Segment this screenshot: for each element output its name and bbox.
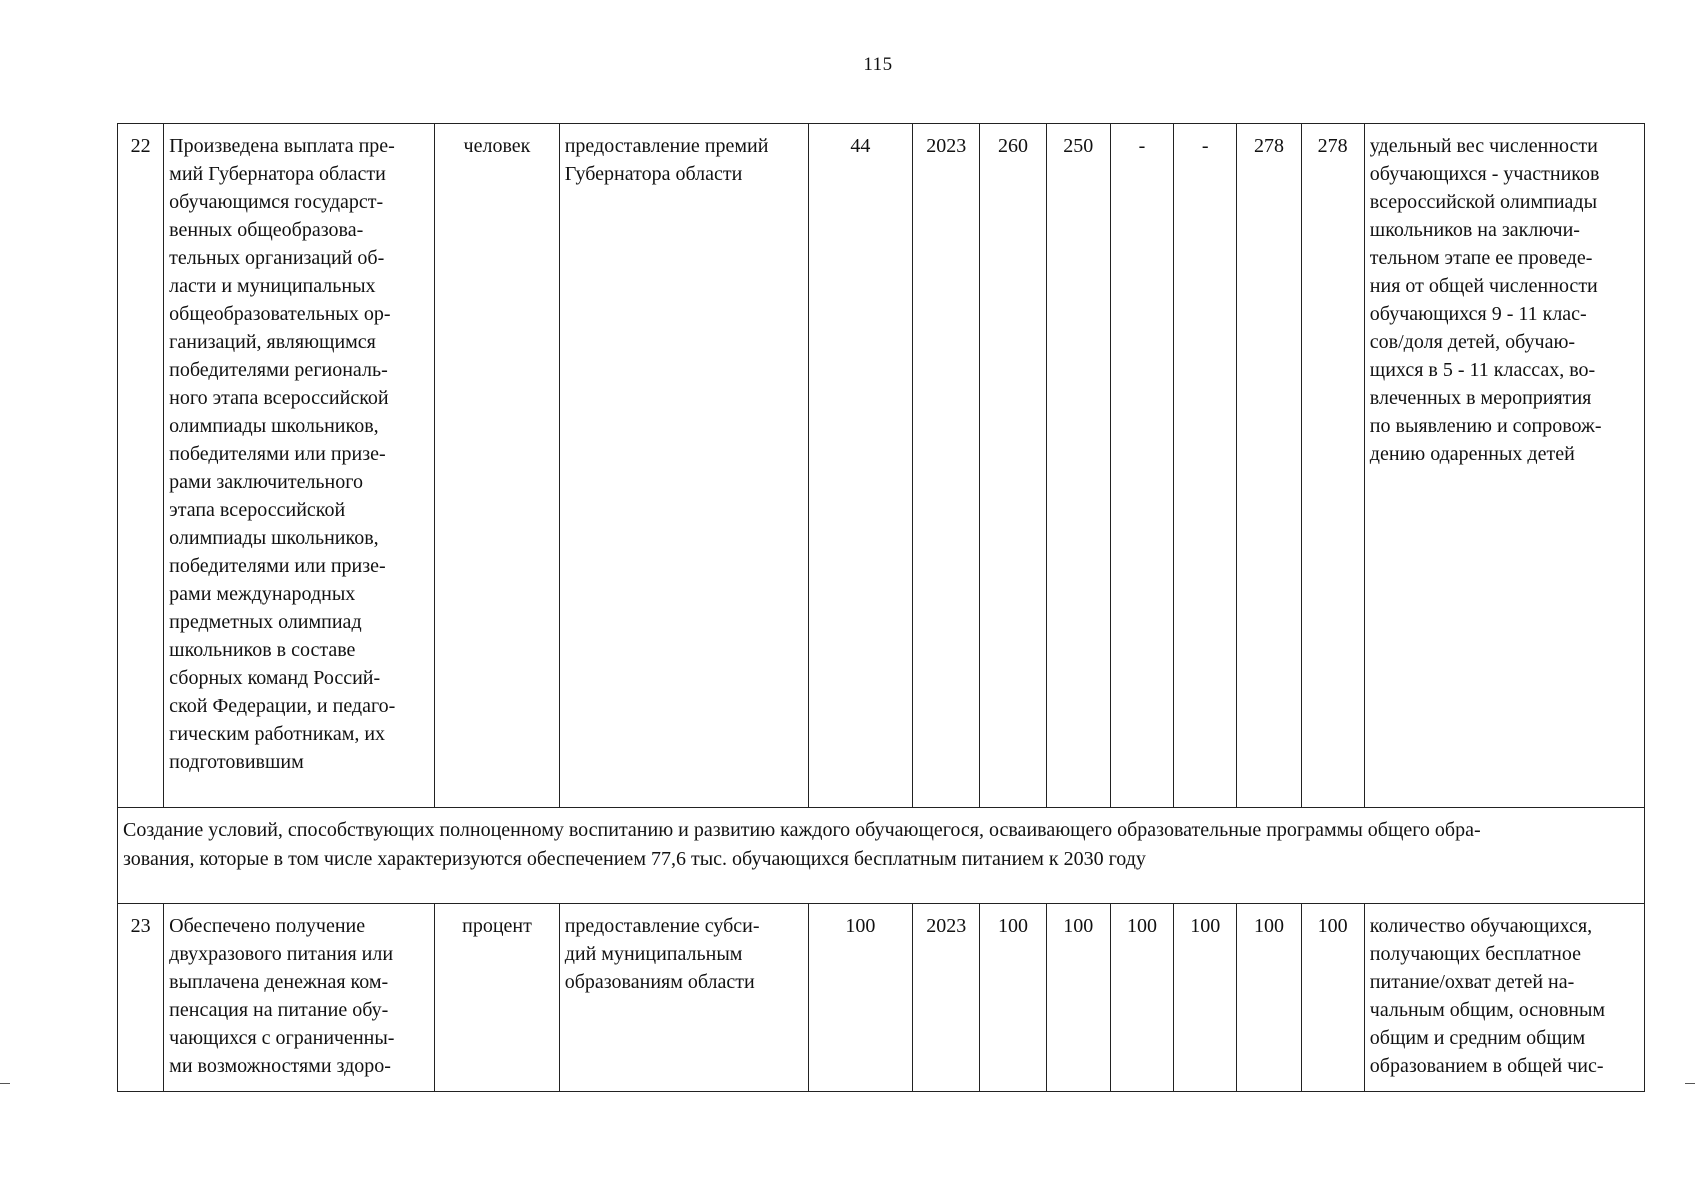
indicator-description: количество обучающихся, получающих бесплатное питание/охват детей на- чальным общим, основным общим и средним общим образованием в общей чис- xyxy=(1364,904,1644,1092)
value-year-3: - xyxy=(1110,124,1173,808)
table-row xyxy=(118,904,1645,1092)
mechanism-description: предоставление субси- дий муниципальным образованиям области xyxy=(559,904,808,1092)
result-description: Обеспечено получение двухразового питания или выплачена денежная ком- пенсация на питание обу- чающихся с ограниченны- ми возможностями здоро- xyxy=(164,904,435,1092)
section-heading: Создание условий, способствующих полноценному воспитанию и развитию каждого обучающегося, осваивающего образовательные программы общего обра- зования, которые в том числе характеризуются обеспечением 77,6 тыс. обучающихся бесплатным питанием к 2030 году xyxy=(118,808,1645,904)
base-year: 2023 xyxy=(913,904,980,1092)
row-number: 23 xyxy=(118,904,164,1092)
indicator-description: удельный вес численности обучающихся - участников всероссийской олимпиады школьников на заключи- тельном этапе ее проведе- ния от общей численности обучающихся 9 - 11 клас- сов/доля детей, обучаю- щихся в 5 - 11 классах, во- влеченных в мероприятия по выявлению и сопровож- дению одаренных детей xyxy=(1364,124,1644,808)
value-year-1: 100 xyxy=(980,904,1046,1092)
row-number: 22 xyxy=(118,124,164,808)
section-heading-row xyxy=(118,808,1645,904)
unit-of-measure: человек xyxy=(435,124,559,808)
value-year-2: 250 xyxy=(1046,124,1110,808)
value-year-1: 260 xyxy=(980,124,1046,808)
unit-of-measure: процент xyxy=(435,904,559,1092)
value-year-4: 100 xyxy=(1174,904,1237,1092)
value-year-4: - xyxy=(1174,124,1237,808)
result-description: Произведена выплата пре- мий Губернатора области обучающимся государст- венных общеобразова- тельных организаций об- ласти и муниципальных общеобразовательных ор- ганизаций, являющимся победителями региональ- ного этапа всероссийской олимпиады школьников, победителями или призе- рами заключительного этапа всероссийской олимпиады школьников, победителями или призе- рами международных предметных олимпиад школьников в составе сборных команд Россий- ской Федерации, и педаго- гическим работникам, их подготовившим xyxy=(164,124,435,808)
base-value: 100 xyxy=(808,904,912,1092)
mechanism-description: предоставление премий Губернатора области xyxy=(559,124,808,808)
margin-mark-right xyxy=(1685,1083,1695,1084)
value-year-6: 100 xyxy=(1301,904,1364,1092)
base-year: 2023 xyxy=(913,124,980,808)
program-results-table xyxy=(117,123,1645,1092)
table-row xyxy=(118,124,1645,808)
value-year-2: 100 xyxy=(1046,904,1110,1092)
value-year-6: 278 xyxy=(1301,124,1364,808)
value-year-5: 278 xyxy=(1237,124,1301,808)
page-number: 115 xyxy=(863,54,893,75)
base-value: 44 xyxy=(808,124,912,808)
value-year-5: 100 xyxy=(1237,904,1301,1092)
value-year-3: 100 xyxy=(1110,904,1173,1092)
margin-mark-left xyxy=(0,1083,10,1084)
